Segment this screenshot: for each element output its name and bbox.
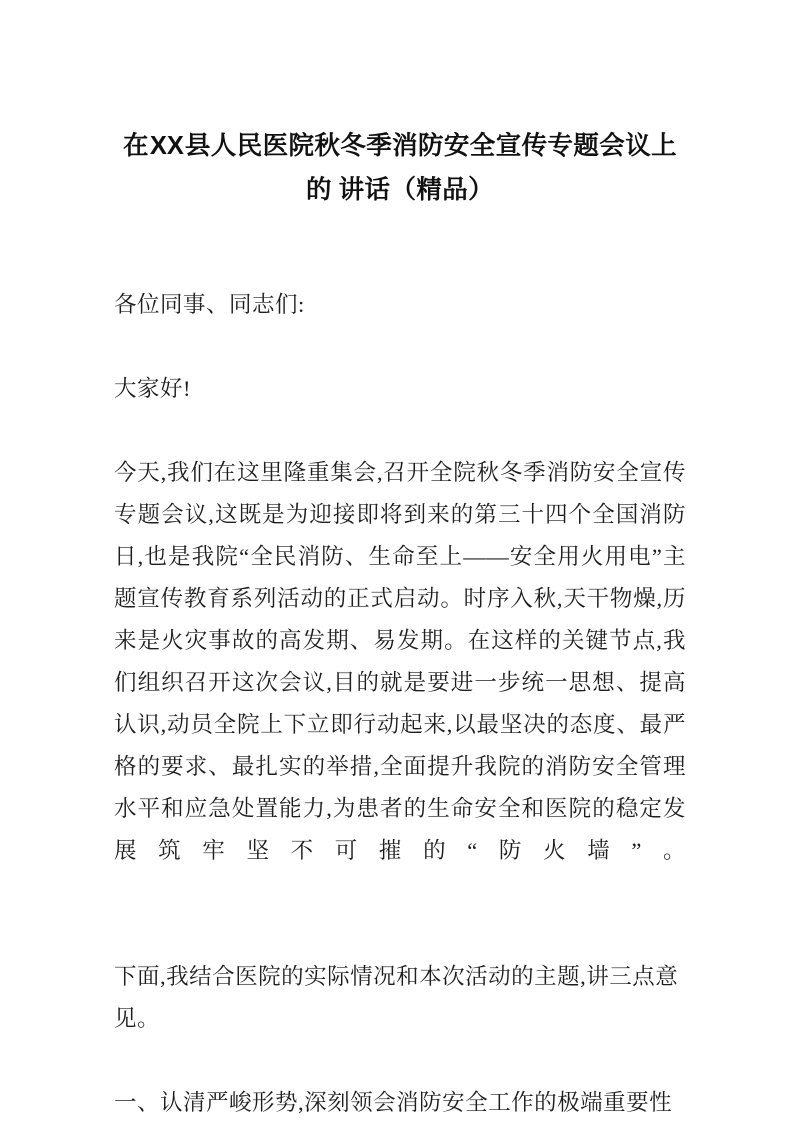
document-title bbox=[114, 0, 686, 212]
paragraph-opening-remarks: 今天,我们在这里隆重集会,召开全院秋冬季消防安全宣传专题会议,这既是为迎接即将到来的第三十四个全国消防日,也是我院“全民消防、生命至上——安全用火用电”主题宣传教育系列活动的正式启动。时序入秋,天干物燥,历来是火灾事故的高发期、易发期。在这样的关键节点,我们组织召开这次会议,目的就是要进一步统一思想、提高认识,动员全院上下立即行动起来,以最坚决的态度、最严格的要求、最扎实的举措,全面提升我院的消防安全管理水平和应急处置能力,为患者的生命安全和医院的稳定发展筑牢坚不可摧的“防火墙”。 bbox=[114, 460, 686, 863]
salutation-line: 各位同事、同志们: bbox=[114, 292, 305, 317]
title-line-2: 讲话（精品） bbox=[338, 175, 495, 204]
paragraph-lead-in: 下面,我结合医院的实际情况和本次活动的主题,讲三点意见。 bbox=[114, 964, 679, 1031]
title-text-before-latin: 在 bbox=[122, 131, 149, 160]
title-text-after-latin: 县人民医院秋冬季消防安全宣传专题会议上的 bbox=[184, 131, 678, 204]
greeting-line: 大家好! bbox=[114, 376, 191, 401]
section-heading-one: 一、认清严峻形势,深刻领会消防安全工作的极端重要性 bbox=[114, 1090, 673, 1115]
title-latin-placeholder: XX bbox=[149, 132, 184, 160]
document-content bbox=[114, 0, 686, 1122]
